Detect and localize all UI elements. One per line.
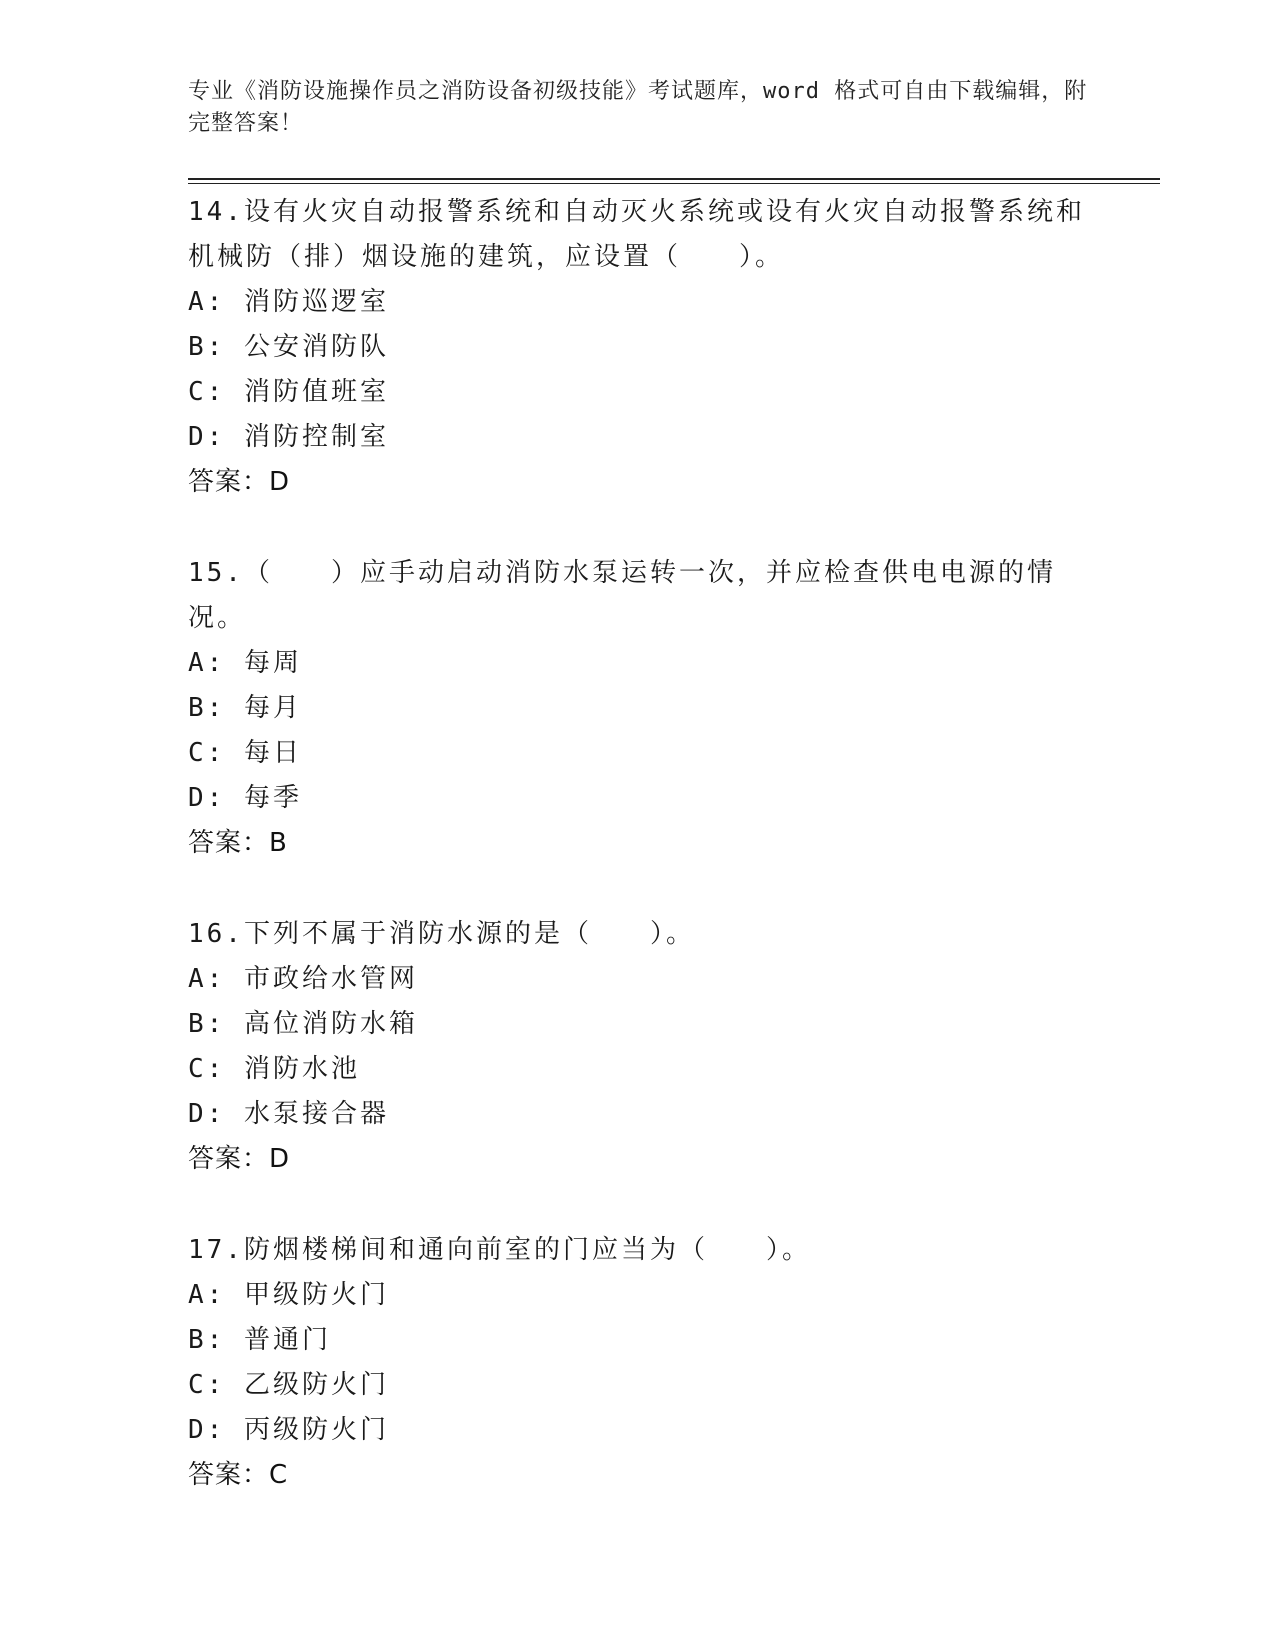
option-a: A: 每周 bbox=[188, 648, 302, 678]
answer-line: 答案：C bbox=[188, 1460, 289, 1490]
option-a: A: 市政给水管网 bbox=[188, 964, 418, 994]
question-list bbox=[188, 190, 1088, 1544]
answer-line: 答案：B bbox=[188, 828, 288, 858]
option-c: C: 乙级防火门 bbox=[188, 1370, 389, 1400]
option-d: D: 丙级防火门 bbox=[188, 1415, 389, 1445]
question-16 bbox=[188, 912, 1088, 1182]
header-divider-thin bbox=[188, 183, 1160, 184]
document-intro: 专业《消防设施操作员之消防设备初级技能》考试题库，word 格式可自由下载编辑，附完整答案！ bbox=[188, 79, 1088, 136]
question-stem: 14.设有火灾自动报警系统和自动灭火系统或设有火灾自动报警系统和机械防（排）烟设施的建筑，应设置（ ）。 bbox=[188, 197, 1085, 272]
option-d: D: 水泵接合器 bbox=[188, 1099, 389, 1129]
option-c: C: 消防水池 bbox=[188, 1054, 360, 1084]
answer-line: 答案：D bbox=[188, 467, 291, 497]
question-stem: 15.（ ）应手动启动消防水泵运转一次，并应检查供电电源的情况。 bbox=[188, 558, 1056, 633]
option-c: C: 消防值班室 bbox=[188, 377, 389, 407]
option-b: B: 每月 bbox=[188, 693, 302, 723]
question-15 bbox=[188, 551, 1088, 866]
answer-line: 答案：D bbox=[188, 1144, 291, 1174]
option-d: D: 每季 bbox=[188, 783, 302, 813]
option-c: C: 每日 bbox=[188, 738, 302, 768]
option-b: B: 高位消防水箱 bbox=[188, 1009, 418, 1039]
question-14 bbox=[188, 190, 1088, 505]
option-b: B: 公安消防队 bbox=[188, 332, 389, 362]
header-divider-thick bbox=[188, 178, 1160, 180]
question-stem: 17.防烟楼梯间和通向前室的门应当为（ ）。 bbox=[188, 1235, 811, 1265]
question-stem: 16.下列不属于消防水源的是（ ）。 bbox=[188, 919, 695, 949]
question-17 bbox=[188, 1228, 1088, 1498]
option-a: A: 甲级防火门 bbox=[188, 1280, 389, 1310]
option-d: D: 消防控制室 bbox=[188, 422, 389, 452]
option-a: A: 消防巡逻室 bbox=[188, 287, 389, 317]
option-b: B: 普通门 bbox=[188, 1325, 331, 1355]
